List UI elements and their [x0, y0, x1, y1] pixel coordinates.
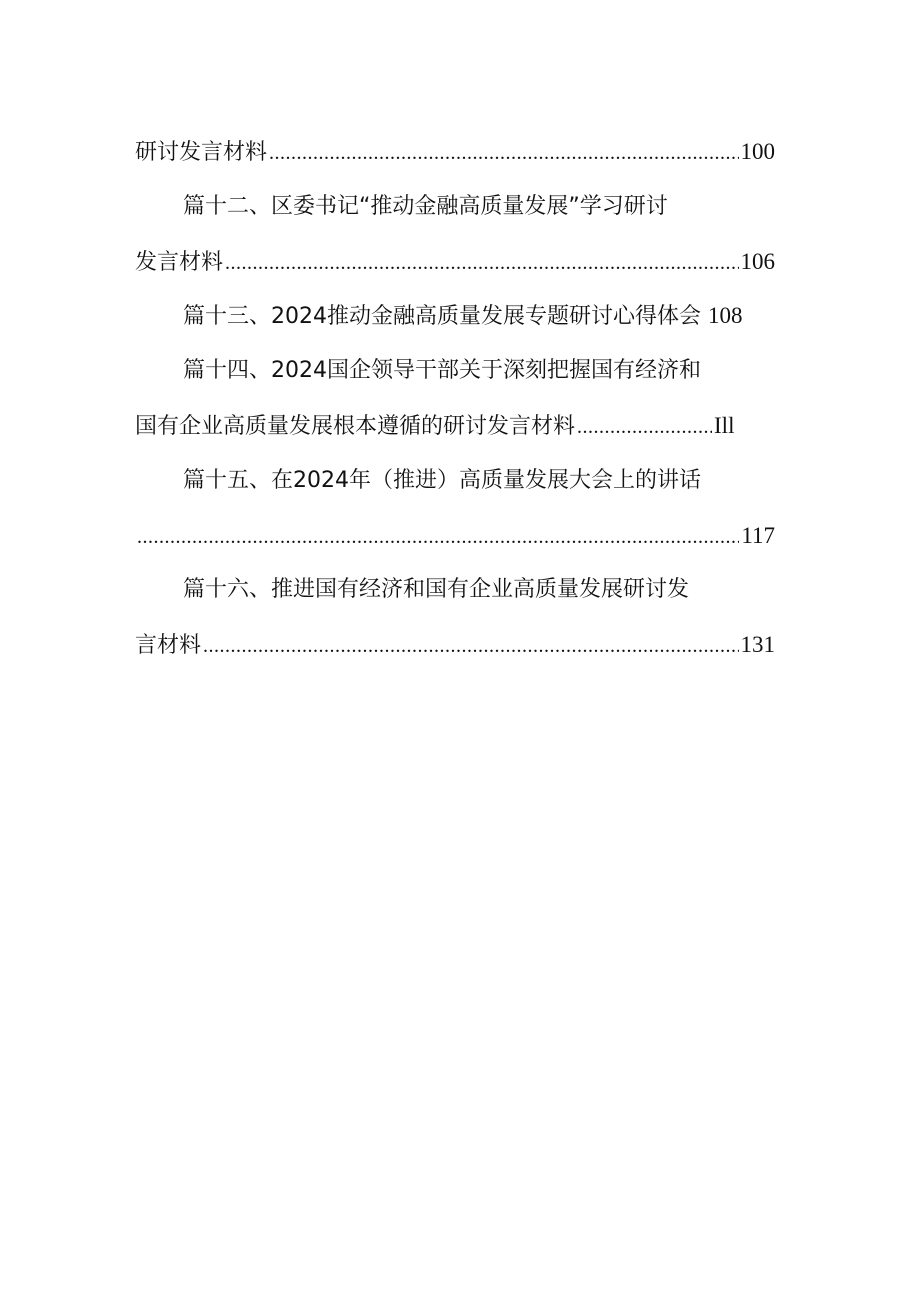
table-of-contents: [135, 125, 775, 673]
toc-entry[interactable]: [135, 563, 775, 618]
toc-entry[interactable]: [135, 618, 775, 673]
toc-entry-title: 篇十六、推进国有经济和国有企业高质量发展研讨发: [183, 577, 690, 603]
toc-entry-title: 篇十五、在2024年（推进）高质量发展大会上的讲话: [183, 467, 701, 493]
toc-entry[interactable]: [135, 344, 775, 399]
toc-entry[interactable]: [135, 235, 775, 290]
toc-entry-title: 发言材料: [135, 249, 224, 275]
toc-page-number: 106: [740, 248, 775, 274]
toc-entry-title: 言材料: [135, 633, 202, 659]
toc-page-number: 100: [740, 139, 775, 164]
toc-dot-leader: [137, 510, 739, 565]
toc-page-number: 108: [708, 303, 743, 329]
toc-entry-title: 国有企业高质量发展根本遵循的研讨发言材料: [135, 413, 576, 439]
toc-entry[interactable]: [135, 509, 775, 564]
toc-entry-title: 篇十二、区委书记“推动金融高质量发展”学习研讨: [183, 193, 668, 219]
toc-entry[interactable]: [135, 180, 775, 235]
toc-entry[interactable]: [135, 399, 775, 454]
toc-dot-leader: [225, 236, 738, 291]
toc-dot-leader: [269, 126, 738, 181]
toc-entry-title: 篇十四、2024国企领导干部关于深刻把握国有经济和: [183, 358, 701, 384]
toc-entry[interactable]: [135, 454, 775, 509]
toc-dot-leader: [577, 400, 712, 455]
toc-page-number: Ill: [714, 412, 735, 438]
toc-entry[interactable]: [135, 125, 775, 180]
toc-page-number: 131: [740, 632, 775, 658]
toc-page-number: 117: [741, 522, 775, 548]
toc-entry-title: 研讨发言材料: [135, 140, 268, 165]
toc-dot-leader: [203, 619, 738, 674]
toc-entry[interactable]: [135, 289, 775, 344]
toc-entry-title: 篇十三、2024推动金融高质量发展专题研讨心得体会: [183, 304, 701, 330]
